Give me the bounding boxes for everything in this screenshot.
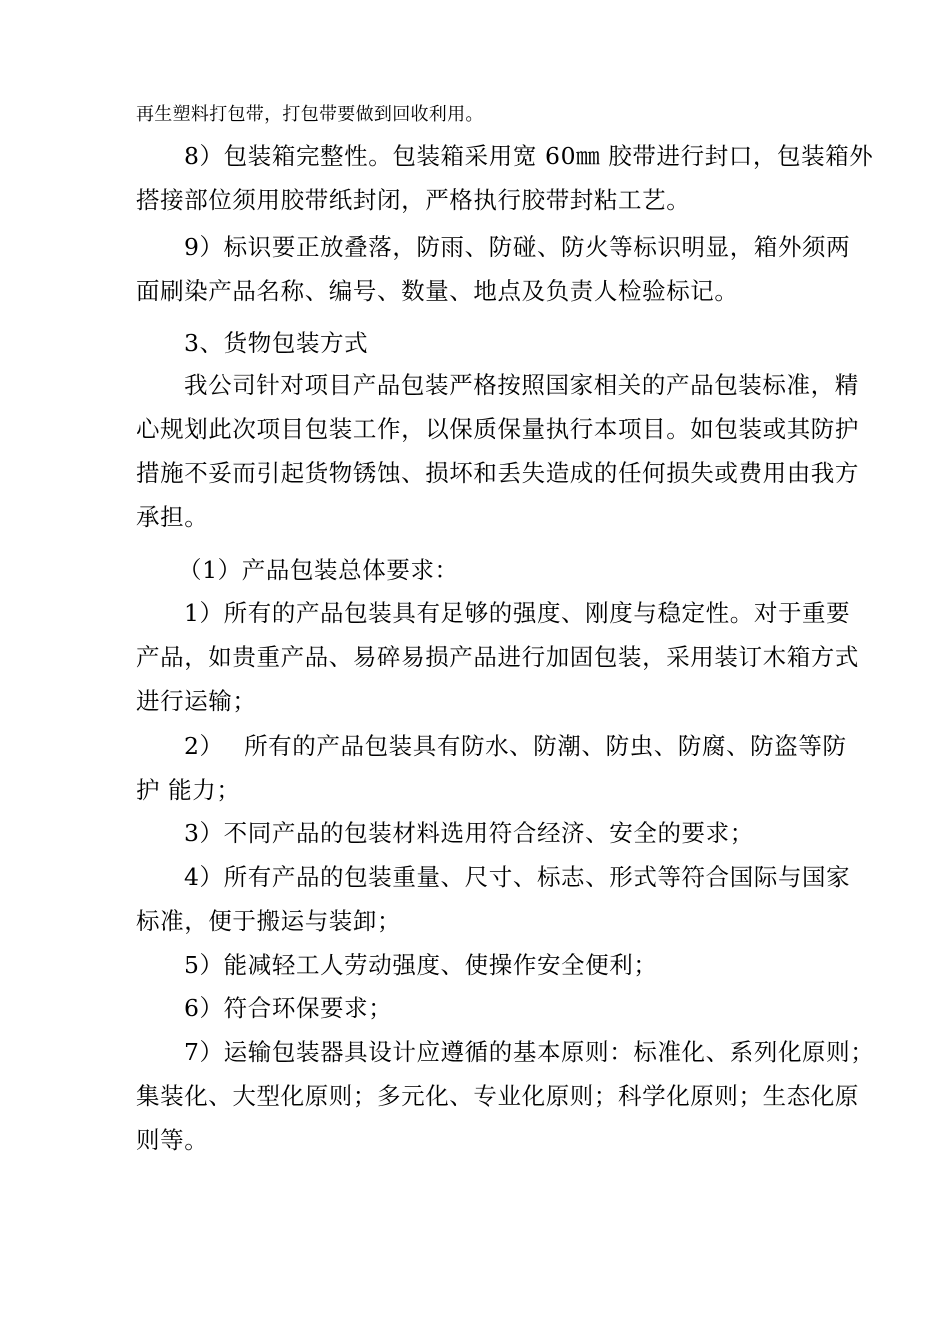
paragraph-line: 心规划此次项目包装工作，以保质保量执行本项目。如包装或其防护 <box>136 415 859 443</box>
paragraph-line: 再生塑料打包带，打包带要做到回收利用。 <box>136 104 484 125</box>
paragraph-line: 5）能减轻工人劳动强度、使操作安全便利； <box>184 951 658 979</box>
paragraph-line: 4）所有产品的包装重量、尺寸、标志、形式等符合国际与国家 <box>184 863 851 891</box>
paragraph-line: 则等。 <box>136 1126 209 1154</box>
paragraph-line: 产品，如贵重产品、易碎易损产品进行加固包装，采用装订木箱方式 <box>136 643 859 671</box>
paragraph-line: 7）运输包装器具设计应遵循的基本原则：标准化、系列化原则； <box>184 1038 875 1066</box>
paragraph-line: 集装化、大型化原则；多元化、专业化原则；科学化原则；生态化原 <box>136 1082 859 1110</box>
paragraph-line: 9）标识要正放叠落，防雨、防碰、防火等标识明显，箱外须两 <box>184 233 851 261</box>
subsection-heading: （1）产品包装总体要求： <box>178 556 459 584</box>
paragraph-line: 承担。 <box>136 503 209 531</box>
paragraph-line: 护 能力； <box>136 776 241 804</box>
paragraph-line: 6）符合环保要求； <box>184 994 393 1022</box>
paragraph-line: 面刷染产品名称、编号、数量、地点及负责人检验标记。 <box>136 277 739 305</box>
paragraph-line: 1）所有的产品包装具有足够的强度、刚度与稳定性。对于重要 <box>184 599 851 627</box>
paragraph-line: 3）不同产品的包装材料选用符合经济、安全的要求； <box>184 819 754 847</box>
paragraph-line: 2） 所有的产品包装具有防水、防潮、防虫、防腐、防盗等防 <box>184 732 847 760</box>
paragraph-line: 8）包装箱完整性。包装箱采用宽 60㎜ 胶带进行封口，包装箱外 <box>184 142 874 170</box>
paragraph-line: 措施不妥而引起货物锈蚀、损坏和丢失造成的任何损失或费用由我方 <box>136 459 859 487</box>
section-heading: 3、货物包装方式 <box>184 329 369 357</box>
paragraph-line: 我公司针对项目产品包装严格按照国家相关的产品包装标准，精 <box>184 371 859 399</box>
paragraph-line: 搭接部位须用胶带纸封闭，严格执行胶带封粘工艺。 <box>136 186 691 214</box>
paragraph-line: 标准，便于搬运与装卸； <box>136 907 402 935</box>
paragraph-line: 进行运输； <box>136 687 257 715</box>
